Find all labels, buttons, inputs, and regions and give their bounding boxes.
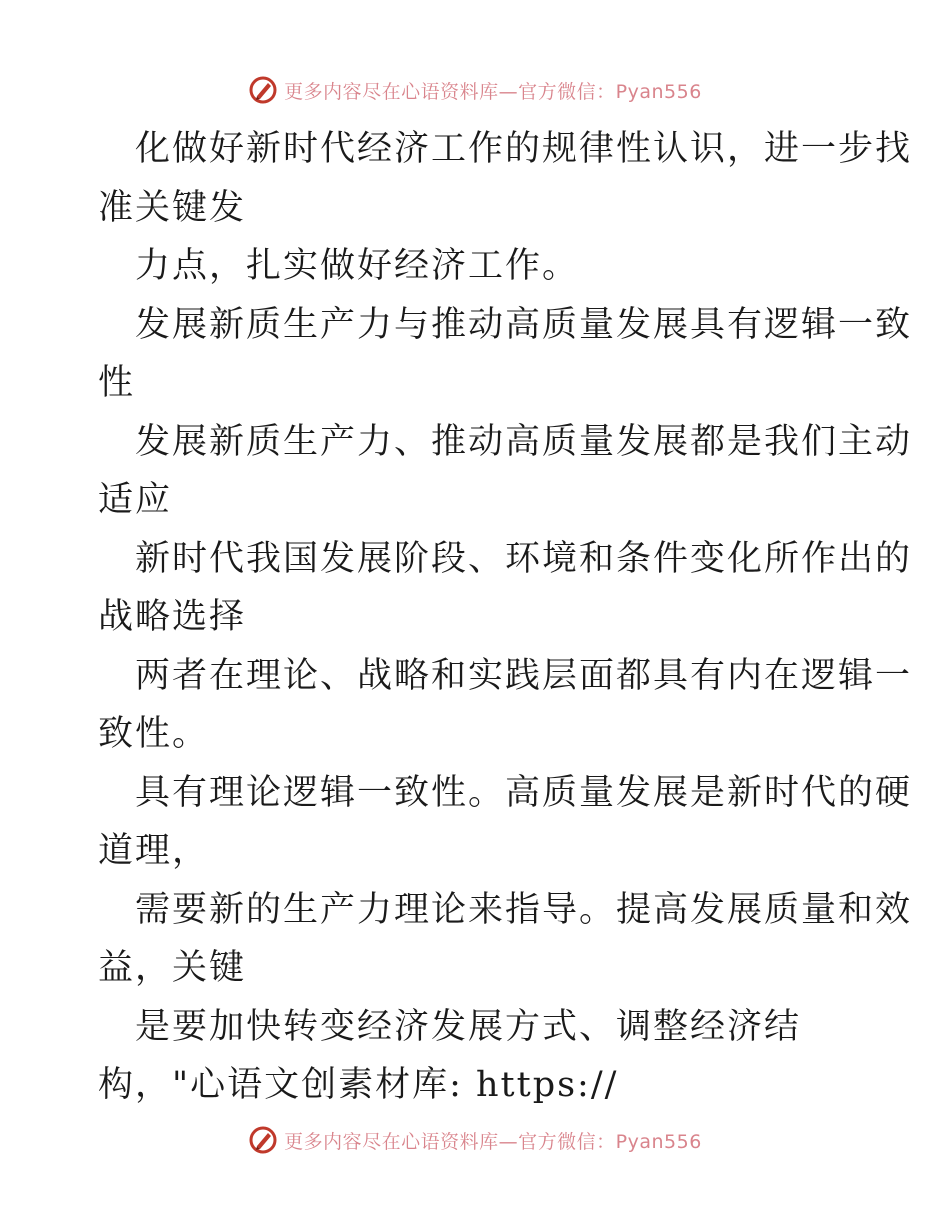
body-line: 化做好新时代经济工作的规律性认识，进一步找 (135, 129, 913, 169)
body-line: 准关键发 (98, 187, 247, 228)
footer-banner (0, 1120, 950, 1160)
header-banner-text: 更多内容尽在心语资料库—官方微信：Pyan556 (284, 80, 702, 103)
body-line: 适应 (98, 480, 173, 520)
body-line: 战略选择 (98, 597, 247, 637)
header-banner (0, 70, 950, 110)
body-line: 益，关键 (98, 948, 247, 988)
body-line: 致性。 (98, 714, 210, 754)
body-line: 发展新质生产力与推动高质量发展具有逻辑一致 (135, 304, 913, 345)
body-line: 两者在理论、战略和实践层面都具有内在逻辑一 (135, 655, 913, 696)
body-line: 发展新质生产力、推动高质量发展都是我们主动 (135, 421, 913, 462)
document-body (98, 120, 913, 1115)
body-line: 需要新的生产力理论来指导。提高发展质量和效 (135, 889, 913, 930)
body-line: 是要加快转变经济发展方式、调整经济结 (135, 1006, 802, 1047)
pen-logo-icon (248, 75, 278, 105)
body-line: 道理， (98, 831, 210, 871)
pen-logo-icon (248, 1125, 278, 1155)
body-line: 力点，扎实做好经济工作。 (135, 246, 580, 286)
footer-banner-text: 更多内容尽在心语资料库—官方微信：Pyan556 (284, 1130, 702, 1153)
body-line: 具有理论逻辑一致性。高质量发展是新时代的硬 (135, 772, 913, 813)
body-line: 新时代我国发展阶段、环境和条件变化所作出的 (135, 538, 913, 579)
body-line: 性 (98, 363, 136, 403)
body-line: 构，"心语文创素材库: https:// (98, 1065, 619, 1105)
